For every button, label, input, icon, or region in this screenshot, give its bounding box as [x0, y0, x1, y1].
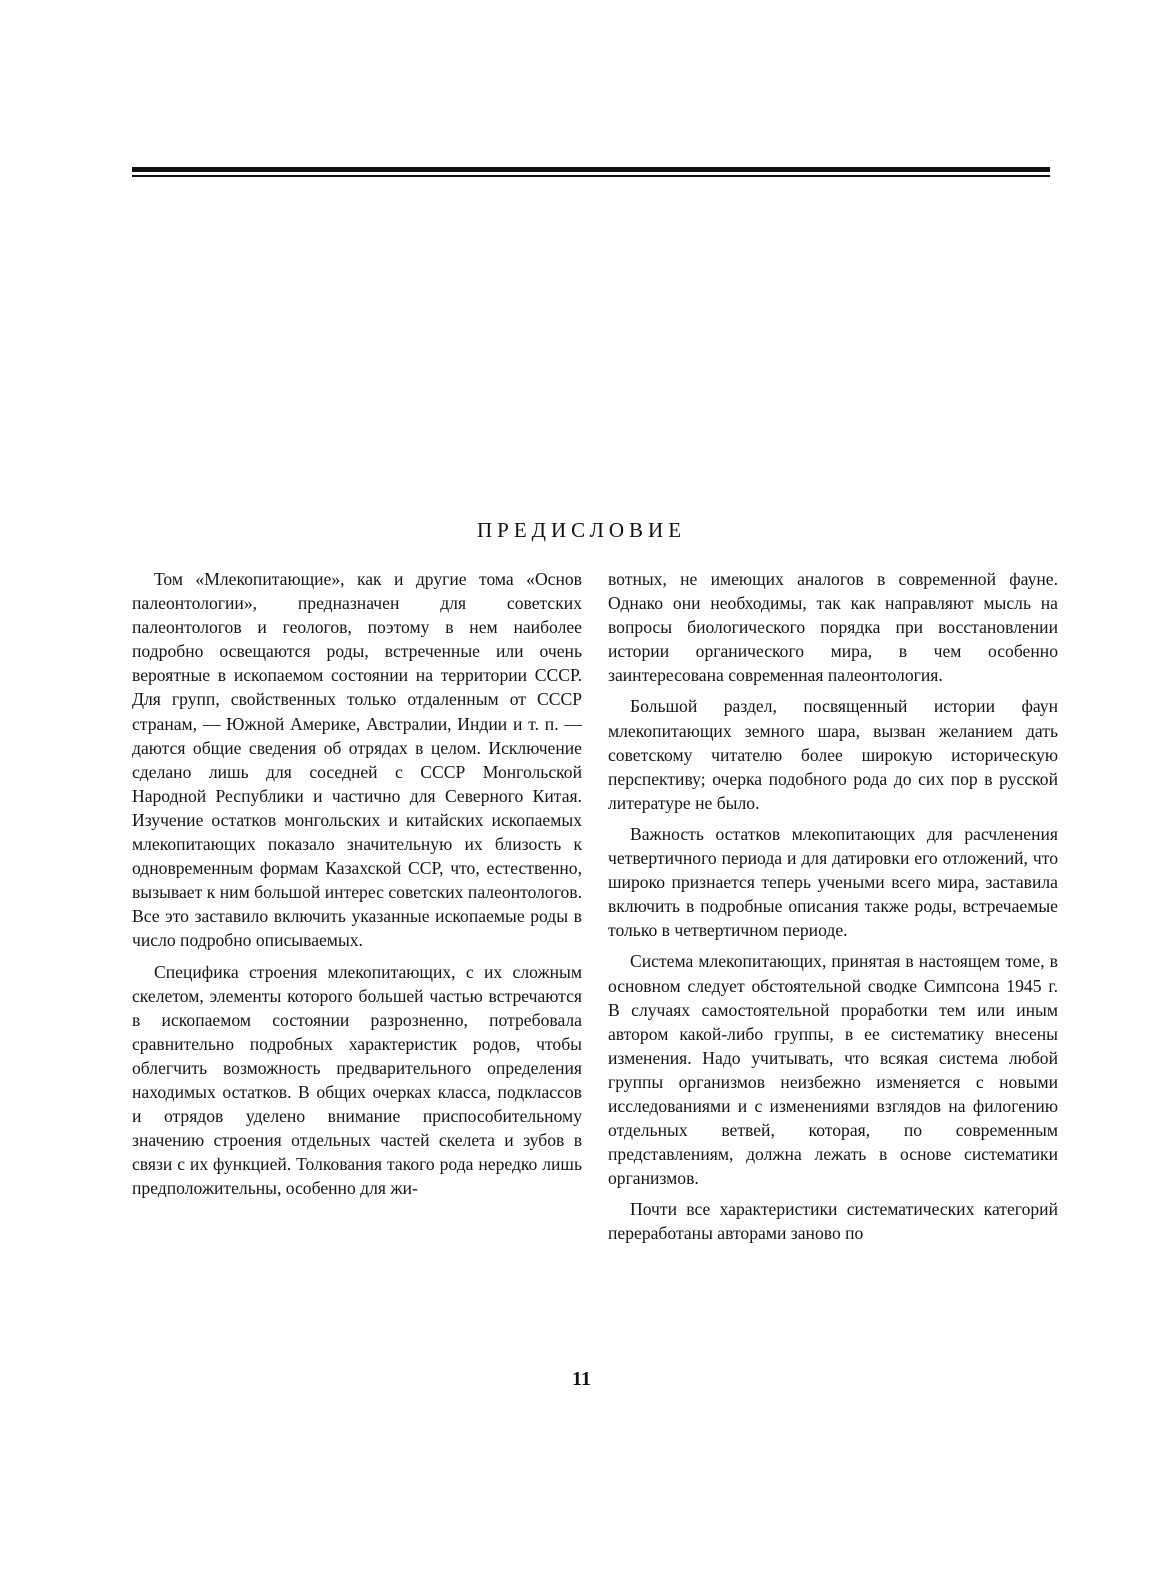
section-heading: ПРЕДИСЛОВИЕ — [476, 518, 687, 542]
paragraph-continuation: вотных, не имеющих аналогов в современной фауне. Однако они необходимы, так как направляют мысль на вопросы биологического порядка при восстановлении истории органического мира, в чем особенно заинтересована современная палеонтология. — [608, 569, 1058, 686]
paragraph: Специфика строения млекопитающих, с их сложным скелетом, элементы которого большей частью встречаются в ископаемом состоянии разрозненно, потребовала сравнительно подробных характеристик родов, чтобы облегчить возможность предварительного определения находимых остатков. В общих очерках класса, подклассов и отрядов уделено внимание приспособительному значению строения отдельных частей скелета и зубов в связи с их функцией. Толкования такого рода нередко лишь предположительны, особенно для жи- — [132, 961, 582, 1199]
paragraph: Том «Млекопитающие», как и другие тома «Основ палеонтологии», предназначен для советских палеонтологов и геологов, поэтому в нем наиболее подробно освещаются роды, встреченные или очень вероятные в ископаемом состоянии на территории СССР. Для групп, свойственных только отдаленным от СССР странам, — Южной Америке, Австралии, Индии и т. п. — даются общие сведения об отрядах в целом. Исключение сделано лишь для соседней с СССР Монгольской Народной Республики и частично для Северного Китая. Изучение остатков монгольских и китайских ископаемых млекопитающих показало значительную их близость к одновременным формам Казахской ССР, что, естественно, вызывает к ним большой интерес советских палеонтологов. Все это заставило включить указанные ископаемые роды в число подробно описываемых. — [132, 569, 582, 951]
paragraph: Важность остатков млекопитающих для расчленения четвертичного периода и для датировки его отложений, что широко признается теперь учеными всего мира, заставила включить в подробные описания также роды, встречаемые только в четвертичном периоде. — [608, 823, 1058, 941]
paragraph: Почти все характеристики систематических категорий переработаны авторами заново по — [608, 1199, 1058, 1244]
left-column — [132, 567, 582, 1207]
header-rule-thin — [132, 175, 1050, 177]
paragraph: Система млекопитающих, принятая в настоящем томе, в основном следует обстоятельной сводке Симпсона 1945 г. В случаях самостоятельной проработки тем или иным автором какой-либо группы, в ее систематику внесены изменения. Надо учитывать, что всякая система любой группы организмов неизбежно изменяется с новыми исследованиями и с изменениями взглядов на филогению отдельных ветвей, которая, по современным представлениям, должна лежать в основе систематики организмов. — [608, 951, 1058, 1189]
page-number: 11 — [572, 1368, 591, 1390]
paragraph: Большой раздел, посвященный истории фаун млекопитающих земного шара, вызван желанием дать советскому читателю более широкую историческую перспективу; очерка подобного рода до сих пор в русской литературе не было. — [608, 696, 1058, 813]
right-column — [608, 567, 1058, 1253]
header-rule-thick — [132, 167, 1050, 172]
